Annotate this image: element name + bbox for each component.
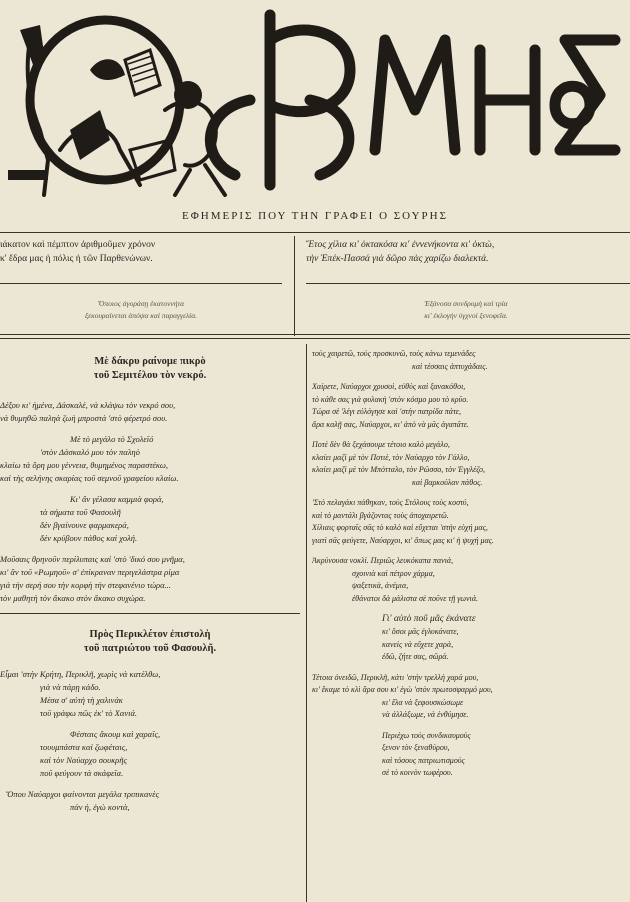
right-stanza xyxy=(312,672,630,722)
poem2-stanza xyxy=(0,728,300,780)
verse-line: καὶ τόσους πατριωτισμοὺς xyxy=(382,755,465,765)
verse-line: Ὅπου Ναύαρχοι φαίνονται μεγάλα τριπικανὲς xyxy=(6,789,160,799)
verse-line: τὸν μαθητὴ τὸν ἄκακο στὸν ἄκακο συχώρα. xyxy=(0,593,146,603)
verse-line: ἐδῶ, ζήτε σας, σῶρά. xyxy=(382,652,449,661)
rule-header-bottom-2 xyxy=(0,338,630,339)
verse-line: Μοῦσαις θρηνοῦν περίλυπαις καὶ 'στὸ 'δικό σου μνῆμα, xyxy=(0,554,185,564)
verse-line: γιὰ νὰ πάρῃ κάδο. xyxy=(40,682,101,692)
right-stanza xyxy=(312,497,630,547)
verse-line: κι' ἔλα νὰ ξεφουσκώσωμε xyxy=(382,697,464,707)
verse-line: ψαξετικὰ, ἀνέμια, xyxy=(352,581,409,590)
right-stanza xyxy=(312,613,630,664)
left-column xyxy=(0,355,300,822)
verse-line: Τέτοια ὀνειδῶ, Περικλῆ, κάτι 'στὴν τρελλὴ χαρά μου, xyxy=(312,672,479,682)
verse-line: καὶ τέσσαις ἀπτυχάδαις. xyxy=(412,361,488,371)
verse-line: Φέσταις ἄκουμ καὶ χαραῖς, xyxy=(70,729,161,739)
ticker-rule-right xyxy=(306,283,630,284)
verse-line: Ἀκρύνουσα νοκλὶ. Περιῶς λευκόκαπα πανιά, xyxy=(312,556,454,565)
ticker-left-line: ιάκατον καὶ πέμπτον ἀριθμοῦμεν χρόνον xyxy=(0,240,156,250)
ticker-right-line: Ἔτος χίλια κι' ὀκτακόσα κι' ἐννενήκοντα κι' ὀκτὼ, xyxy=(306,240,495,250)
verse-line: ποῦ φεύγουν τὰ σκάφεῖα. xyxy=(40,768,124,778)
verse-line: νὰ ἀλλάξωμε, νὰ ἐνθύμησε. xyxy=(382,710,469,719)
right-stanza xyxy=(312,730,630,780)
verse-line: καὶ βαρκούλαν πάθος. xyxy=(412,477,483,487)
notice-right-line: κι' ἐκλογὴν ὑγχνοὶ ξενοφεῖα. xyxy=(424,311,508,320)
verse-line: κλαίει μαζὶ μὲ τὸν Μπότταλο, τὸν Ρῶσσο, τὸν Ἐγγλέζο, xyxy=(312,465,486,474)
verse-line: Δέξου κι' ἡμένα, Δάσκαλέ, νὰ κλάψω τὸν νεκρό σου, xyxy=(0,400,176,410)
verse-line: ἄρα καλῇ σας, Ναύαρχοι, κι' ἀπὸ νὰ μᾶς ἀγαπᾶτε. xyxy=(312,419,469,429)
right-stanza xyxy=(312,348,630,373)
verse-line: γιατὶ σᾶς φεύγετε, Ναύαρχοι, κι' ὅπως μας κι' ἡ ψυχή μας. xyxy=(312,535,494,545)
verse-line: κι' ἂν τοῦ «Ρωμηοῦ» σ' ἐπίκραναν περιγελάστρα ρίμα xyxy=(0,567,180,577)
ticker-left xyxy=(0,238,282,266)
right-column xyxy=(312,348,630,788)
poem2-stanza xyxy=(0,668,300,720)
verse-line: τὰ σήματα τοῦ Φασουλῆ xyxy=(40,507,121,517)
verse-line: κλαίει μαζὶ μὲ τὸν Ποτιὲ, τὸν Ναύαρχο τὸν Γάλλο, xyxy=(312,452,470,462)
verse-line: ξενον τὸν ξεναθύρου, xyxy=(382,743,450,752)
poem1-stanza xyxy=(0,553,300,605)
verse-line: Χίλιαις φορταῖς σᾶς τὸ καλὸ καὶ εὔχεται 'στὴν εὐχή μας, xyxy=(312,523,488,532)
verse-line: Τώρα σὲ 'λέγι εὐλόγησε καὶ 'στὴν πατρίδα πάτε, xyxy=(312,407,461,416)
verse-line: τοὺς χαιρετῶ, τοὺς προσκυνῶ, τοὺς κάνω τεμενάδες xyxy=(312,349,476,358)
ticker-right xyxy=(306,238,626,266)
verse-line: τὸ κάθε σας γιὰ φυλακὴ 'στὸν κόσμο μου τὸ κρῦο. xyxy=(312,394,469,404)
ticker-left-line: κ' ἕδρα μας ἡ πόλις ἡ τῶν Παρθενώνων. xyxy=(0,254,153,264)
poem2-stanza xyxy=(0,788,300,814)
section-rule xyxy=(0,613,300,614)
verse-line: Εἶμαι 'στὴν Κρήτη, Περικλῆ, χωρὶς νὰ κατέλθω, xyxy=(0,669,161,679)
verse-line: Περιέχω τοὺς συνδικαυμοὺς xyxy=(382,730,471,740)
verse-line: καὶ τὴς σελήνης σκαρίας τοῦ σεμνοῦ γραφείου κλαίω. xyxy=(0,473,179,483)
poem2-heading-line: Πρὸς Περικλέτον ἐπιστολὴ xyxy=(89,629,211,640)
poem1-heading-line: Μὲ δάκρυ ραίνομε πικρὸ xyxy=(94,356,206,367)
verse-line: Μέσα σ' αὐτὴ τὴ χαλινάκ xyxy=(40,695,123,705)
right-stanza xyxy=(312,439,630,489)
verse-line: καὶ τὸ μαντάλι βγάζοντας τοὺς ἀποχαιρετῶ. xyxy=(312,510,449,520)
poem2-heading xyxy=(0,628,300,656)
verse-line: σχοινιὰ καὶ πέτρον χάρμα, xyxy=(352,568,435,578)
poem2-heading-line: τοῦ πατριώτου τοῦ Φασουλῆ. xyxy=(83,643,217,654)
verse-line: καὶ τὸν Ναύαρχο σουκρῆς xyxy=(40,755,127,765)
masthead-title-lettering xyxy=(160,0,630,200)
poem1-stanza xyxy=(0,493,300,545)
notice-left xyxy=(0,298,282,322)
verse-line: πάν ἡ, ἐγὼ κοντὰ, xyxy=(70,802,130,812)
verse-line: δὲν κρύβουν πάθος καὶ χολή. xyxy=(40,533,138,543)
poem1-heading xyxy=(0,355,300,383)
verse-line: κανεὶς νὰ εὔχετε χαρὰ, xyxy=(382,639,454,649)
poem1-heading-line: τοῦ Σεμιτέλου τὸν νεκρό. xyxy=(93,370,207,381)
verse-line: σὲ τὸ κοινὸν τωφέρου. xyxy=(382,768,453,777)
verse-line: Γι' αὐτὸ ποῦ μᾶς ἐκάνατε xyxy=(382,614,476,624)
header-divider xyxy=(294,236,295,336)
notice-left-line: Ὅποιος ἀγοράσῃ ἑκατοννήτα xyxy=(97,299,185,308)
verse-line: κι' ὅσοι μᾶς ἐγλυκάνατε, xyxy=(382,627,459,636)
verse-line: Ποτὲ δὲν θὰ ξεχάσουμε τέτοιο καλὸ μεγάλο, xyxy=(312,440,450,449)
verse-line: τουυμπάστα καὶ ζωφέταις, xyxy=(40,742,128,752)
right-stanza xyxy=(312,381,630,431)
poem1-stanza xyxy=(0,399,300,425)
verse-line: δὲν βγαίνουνε φαρμακερά, xyxy=(40,520,129,530)
verse-line: κι' ἔκαμε τὸ κλὶ ἄρα σου κι' ἐγὼ 'στὸν πρωτοσφαρμό μου, xyxy=(312,685,493,694)
masthead xyxy=(0,0,630,205)
verse-line: Μὲ τὸ μεγάλο τὸ Σχολεῖό xyxy=(70,434,154,444)
poem1-stanza xyxy=(0,433,300,485)
verse-line: γιὰ τὴν σερή σου τὴν κορφὴ τὴν στεφανένιο τώρα... xyxy=(0,580,171,590)
verse-line: τοῦ γράφω πῶς ἐκ' τὸ Χανιά. xyxy=(40,708,138,718)
verse-line: νὰ θυμηθῶ παληὰ ζωὴ μπροστὰ 'στὸ φέρετρό σου. xyxy=(0,413,168,423)
verse-line: κλαίω τὰ ὄρη μου γέννεια, θυμημένος παραστέκω, xyxy=(0,460,169,470)
rule-header-bottom xyxy=(0,334,630,335)
notice-right xyxy=(306,298,626,322)
ticker-right-line: τὴν Ἐπέκ-Πασσά γιὰ δῶρο πὰς χαρίζω διαλεκτά. xyxy=(306,254,489,264)
ticker-rule-left xyxy=(0,283,282,284)
verse-line: 'Στὸ πελαγάκι πάθηκαν, τοὺς Στόλους τοὺς κοστύ, xyxy=(312,498,469,507)
notice-left-line: ξεκουραίνεται ἀπόψα καὶ παραγγελία. xyxy=(84,311,198,320)
right-stanza xyxy=(312,555,630,605)
verse-line: ἐθάνατοι δὰ μάλιστα σὲ ποῦνε τῇ γωνιά. xyxy=(352,593,479,603)
column-divider xyxy=(306,344,307,902)
verse-line: 'στὸν Δάσκαλό μου τὸν παληὸ xyxy=(40,447,140,457)
rule-under-subtitle xyxy=(0,232,630,233)
verse-line: Χαίρετε, Ναύαρχοι χρυσοὶ, εὐθὺς καὶ ξανακόθοι, xyxy=(312,382,466,391)
masthead-subtitle: ΕΦΗΜΕΡΙΣ ΠΟΥ ΤΗΝ ΓΡΑΦΕΙ Ο ΣΟΥΡΗΣ xyxy=(182,210,448,222)
verse-line: Κι' ἂν γέλασα καμμιὰ φορά, xyxy=(70,494,164,504)
notice-right-line: Ἐξάνοσα συνδρομὴ καὶ τρία xyxy=(424,299,508,308)
